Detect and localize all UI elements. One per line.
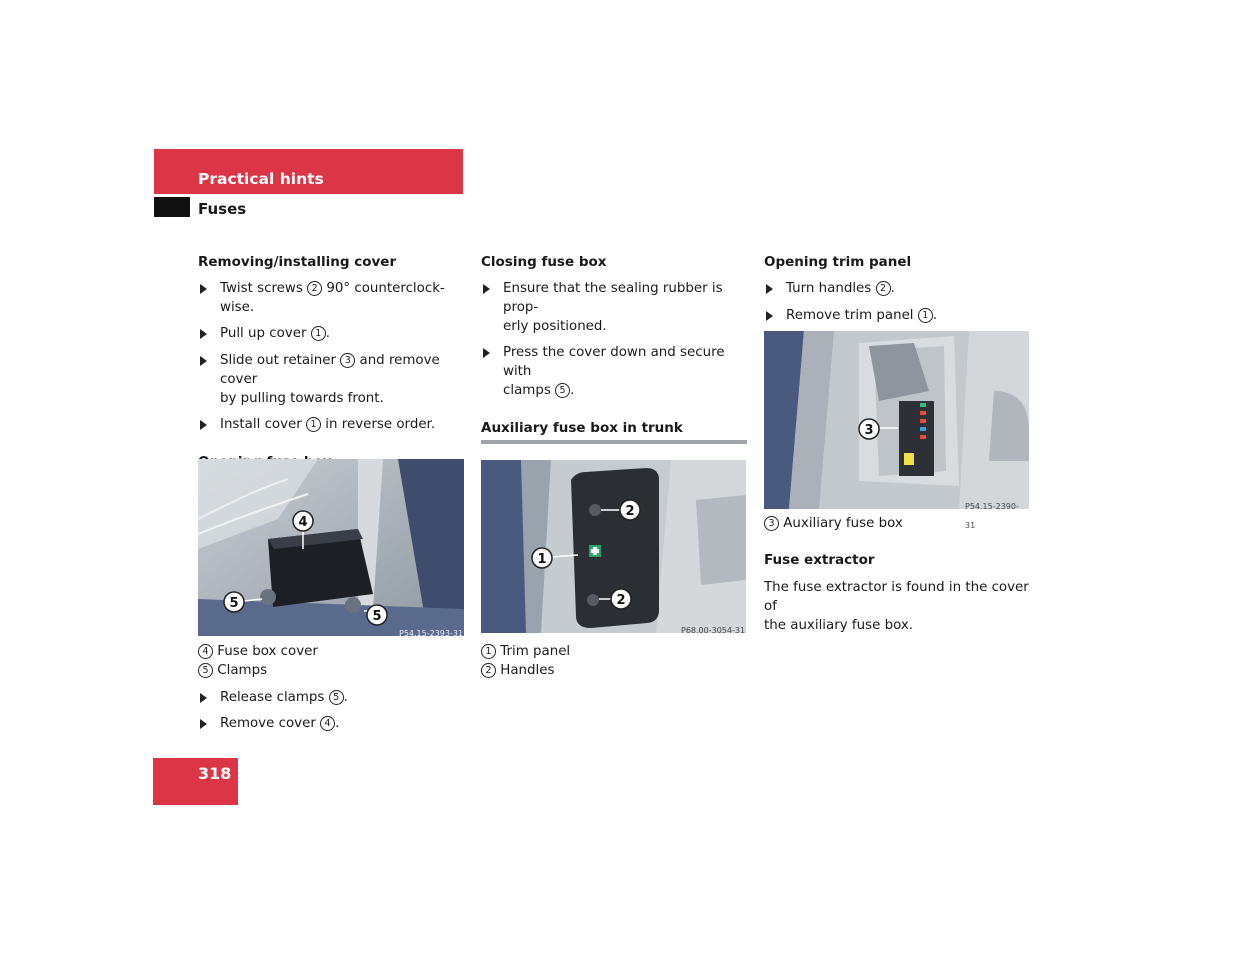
subsection-marker: [154, 197, 190, 217]
bullet-arrow-icon: [766, 284, 773, 294]
figure-callout-5: 5: [372, 609, 382, 624]
callout-ref: 2: [876, 281, 891, 296]
figure-callout-1: 1: [537, 552, 547, 567]
page-number: 318: [198, 764, 232, 783]
step-release-clamps: Release clamps 5 .: [198, 688, 464, 707]
step-remove-trim-panel: Remove trim panel 1 .: [764, 306, 1030, 325]
heading-closing-fuse-box: Closing fuse box: [481, 254, 607, 270]
step-turn-handles: Turn handles 2 .: [764, 279, 1030, 298]
column-1: [198, 253, 464, 472]
callout-ref: 1: [311, 326, 326, 341]
legend-item: 1 Trim panel: [481, 642, 747, 661]
step-pull-up-cover: Pull up cover 1 .: [198, 324, 464, 343]
step-press-cover: Press the cover down and secure with clamps 5 .: [481, 343, 747, 400]
step-ensure-sealing: Ensure that the sealing rubber is prop- erly positioned.: [481, 279, 747, 336]
column-3: [764, 253, 1030, 325]
callout-ref: 5: [329, 690, 344, 705]
heading-removing-cover: Removing/installing cover: [198, 254, 397, 270]
callout-ref: 5: [555, 383, 570, 398]
figure-callout-2: 2: [625, 504, 635, 519]
step-slide-out-retainer: Slide out retainer 3 and remove cover by pulling towards front.: [198, 351, 464, 408]
bullet-arrow-icon: [200, 719, 207, 729]
bullet-arrow-icon: [483, 348, 490, 358]
column-2: [481, 253, 747, 495]
callout-ref: 4: [320, 716, 335, 731]
heading-auxiliary-fuse-box: Auxiliary fuse box in trunk: [481, 420, 683, 436]
step-install-cover: Install cover 1 in reverse order.: [198, 415, 464, 434]
callout-ref: 1: [306, 417, 321, 432]
bullet-arrow-icon: [200, 356, 207, 366]
bullet-arrow-icon: [483, 284, 490, 294]
heading-fuse-extractor: Fuse extractor: [764, 552, 875, 568]
figure-callout-5: 5: [229, 596, 239, 611]
legend-item: 2 Handles: [481, 661, 747, 680]
figure-callout-4: 4: [298, 515, 308, 530]
figure-trunk-trim-panel: [481, 460, 746, 633]
bullet-arrow-icon: [200, 284, 207, 294]
bullet-arrow-icon: [200, 693, 207, 703]
legend-item: 3 Auxiliary fuse box: [764, 514, 1030, 533]
figure-fuse-box-cover: [198, 459, 464, 636]
legend-item: 5 Clamps: [198, 661, 464, 680]
legend-item: 4 Fuse box cover: [198, 642, 464, 661]
subsection-title: Fuses: [198, 200, 247, 218]
bullet-arrow-icon: [200, 420, 207, 430]
figure-reference-code: P54.15-2393-31: [399, 629, 464, 638]
figure-reference-code: P54.15-2390-31: [965, 502, 1019, 530]
step-twist-screws: Twist screws 2 90° counterclock- wise.: [198, 279, 464, 317]
legend-figure-2: [481, 642, 747, 680]
callout-ref: 2: [307, 281, 322, 296]
fuse-extractor-text: The fuse extractor is found in the cover of the auxiliary fuse box.: [764, 580, 1029, 633]
figure-callout-2: 2: [616, 593, 626, 608]
legend-figure-1: [198, 642, 464, 733]
bullet-arrow-icon: [766, 311, 773, 321]
step-remove-cover: Remove cover 4 .: [198, 714, 464, 733]
bullet-arrow-icon: [200, 329, 207, 339]
heading-opening-trim-panel: Opening trim panel: [764, 254, 912, 270]
legend-figure-3: [764, 514, 1030, 635]
section-title: Practical hints: [198, 170, 324, 188]
callout-ref: 1: [918, 308, 933, 323]
figure-callout-3: 3: [864, 423, 874, 438]
callout-ref: 3: [340, 353, 355, 368]
figure-reference-code: P68.00-3054-31: [681, 626, 746, 635]
